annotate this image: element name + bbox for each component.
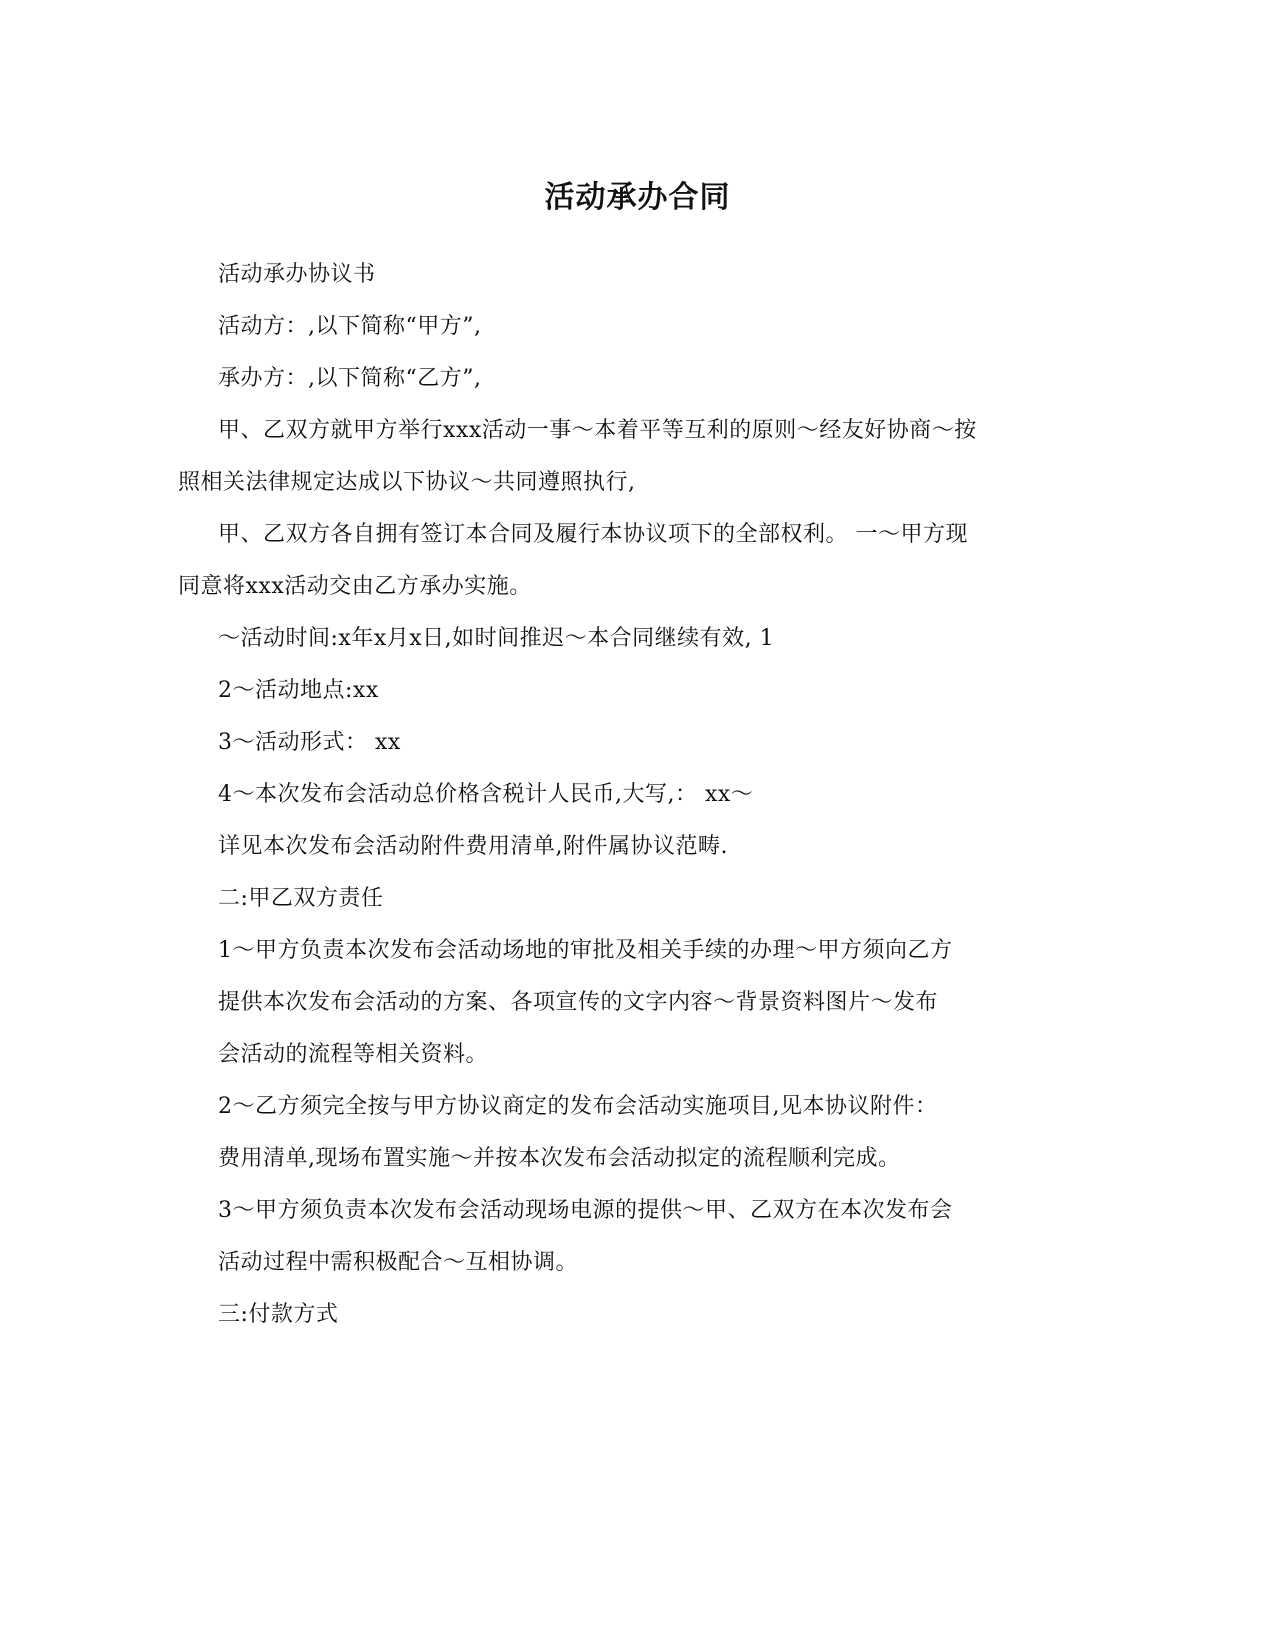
section-heading: 三:付款方式 bbox=[218, 1302, 339, 1327]
paragraph-line: 同意将xxx活动交由乙方承办实施。 bbox=[178, 574, 532, 599]
paragraph-line: 2～乙方须完全按与甲方协议商定的发布会活动实施项目,见本协议附件： bbox=[218, 1094, 938, 1119]
paragraph-line: 3～活动形式： xx bbox=[218, 730, 401, 755]
paragraph-line: 1～甲方负责本次发布会活动场地的审批及相关手续的办理～甲方须向乙方 bbox=[218, 938, 953, 963]
paragraph-line: 照相关法律规定达成以下协议～共同遵照执行, bbox=[178, 470, 636, 495]
document-title: 活动承办合同 bbox=[544, 180, 731, 215]
paragraph-line: 2～活动地点:xx bbox=[218, 678, 379, 703]
paragraph-line: 承办方：,以下简称“乙方”, bbox=[218, 366, 482, 391]
paragraph-line: 活动方：,以下简称“甲方”, bbox=[218, 314, 482, 339]
paragraph-line: 详见本次发布会活动附件费用清单,附件属协议范畴. bbox=[218, 834, 728, 859]
paragraph-line: 甲、乙双方就甲方举行xxx活动一事～本着平等互利的原则～经友好协商～按 bbox=[218, 418, 977, 443]
paragraph-line: ～活动时间:x年x月x日,如时间推迟～本合同继续有效, 1 bbox=[218, 626, 775, 651]
paragraph-line: 3～甲方须负责本次发布会活动现场电源的提供～甲、乙双方在本次发布会 bbox=[218, 1198, 953, 1223]
paragraph-line: 活动过程中需积极配合～互相协调。 bbox=[218, 1250, 579, 1275]
paragraph-line: 费用清单,现场布置实施～并按本次发布会活动拟定的流程顺利完成。 bbox=[218, 1146, 901, 1171]
paragraph-line: 会活动的流程等相关资料。 bbox=[218, 1042, 489, 1067]
paragraph-line: 甲、乙双方各自拥有签订本合同及履行本协议项下的全部权利。 一～甲方现 bbox=[218, 522, 968, 547]
paragraph-line: 活动承办协议书 bbox=[218, 262, 376, 287]
paragraph-line: 提供本次发布会活动的方案、各项宣传的文字内容～背景资料图片～发布 bbox=[218, 990, 939, 1015]
paragraph-line: 4～本次发布会活动总价格含税计人民币,大写,： xx～ bbox=[218, 782, 754, 807]
section-heading: 二:甲乙双方责任 bbox=[218, 886, 384, 911]
